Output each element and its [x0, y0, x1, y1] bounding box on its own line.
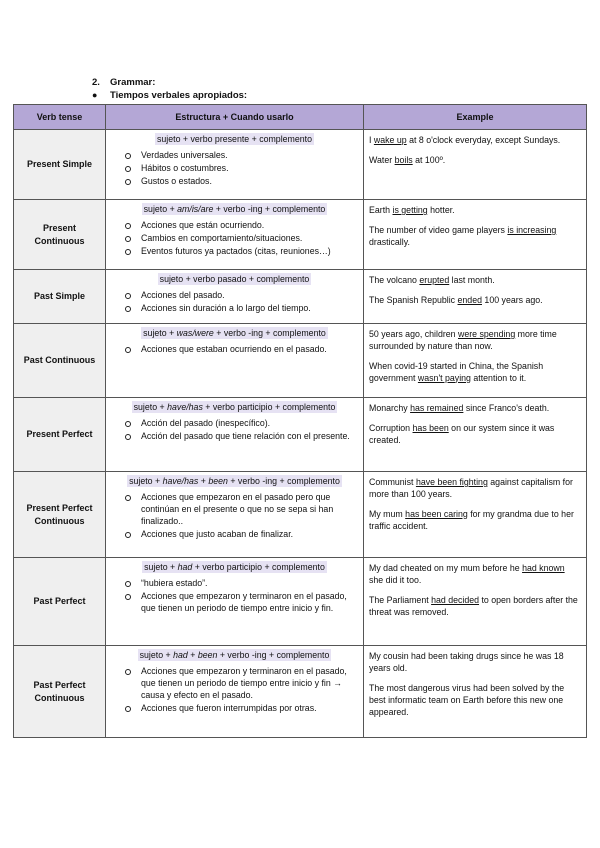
example-cell	[364, 398, 587, 472]
list-item: Eventos futuros ya pactados (citas, reuniones…)	[124, 246, 357, 258]
heading-label: Grammar:	[110, 77, 156, 88]
list-item: Acciones sin duración a lo largo del tiempo.	[124, 303, 357, 315]
structure-cell	[106, 200, 364, 270]
formula-text: sujeto + was/were + verbo -ing + complemento	[143, 328, 326, 338]
example-sentence: The number of video game players is increasing drastically.	[369, 224, 557, 247]
grammar-heading	[92, 77, 155, 88]
example-cell	[364, 646, 587, 738]
example-sentence: My cousin had been taking drugs since he was 18 years old.	[369, 651, 564, 673]
table-row	[14, 130, 587, 200]
example-cell	[364, 324, 587, 398]
verb-tense-cell: Past Perfect Continuous	[14, 646, 106, 738]
formula	[112, 328, 357, 340]
table-row	[14, 646, 587, 738]
column-header-structure: Estructura + Cuando usarlo	[106, 105, 364, 130]
bullet-icon: ●	[92, 90, 98, 100]
list-item: Acción del pasado (inespecífico).	[124, 418, 357, 430]
usage-list	[112, 666, 357, 715]
list-item: Acciones del pasado.	[124, 290, 357, 302]
example-sentence: Monarchy has remained since Franco's death.	[369, 403, 550, 413]
example-sentence: When covid-19 started in China, the Spanish government wasn't paying attention to it.	[369, 360, 544, 383]
formula-text: sujeto + verbo pasado + complemento	[159, 274, 310, 284]
formula	[112, 402, 357, 414]
list-item: Acciones que justo acaban de finalizar.	[124, 529, 357, 541]
list-item: Acciones que empezaron en el pasado pero que continúan en el presente o que no se sepa si han finalizado..	[124, 492, 357, 528]
structure-cell	[106, 324, 364, 398]
example-sentence: 50 years ago, children were spending more time surrounded by nature than now.	[369, 329, 557, 351]
example-sentence: I wake up at 8 o'clock everyday, except Sundays.	[369, 135, 561, 145]
example-sentence: The volcano erupted last month.	[369, 275, 495, 285]
example-sentence: The Parliament had decided to open borders after the threat was removed.	[369, 594, 578, 617]
formula-text: sujeto + verbo presente + complemento	[156, 134, 312, 144]
formula	[112, 134, 357, 146]
example-cell	[364, 270, 587, 324]
example-cell	[364, 558, 587, 646]
usage-list	[112, 344, 357, 356]
formula	[112, 274, 357, 286]
example-sentence: Communist have been fighting against capitalism for more than 100 years.	[369, 477, 573, 499]
column-header-example: Example	[364, 105, 587, 130]
usage-list	[112, 492, 357, 541]
formula	[112, 650, 357, 662]
tenses-heading-label: Tiempos verbales apropiados:	[110, 90, 248, 101]
verb-tenses-table	[13, 104, 587, 738]
list-item: Hábitos o costumbres.	[124, 163, 357, 175]
formula-text: sujeto + am/is/are + verbo -ing + complemento	[143, 204, 326, 214]
structure-cell	[106, 646, 364, 738]
list-item: Acciones que están ocurriendo.	[124, 220, 357, 232]
table-body	[14, 130, 587, 738]
list-item: Acciones que estaban ocurriendo en el pasado.	[124, 344, 357, 356]
usage-list	[112, 150, 357, 188]
list-item: “hubiera estado”.	[124, 578, 357, 590]
example-sentence: Earth is getting hotter.	[369, 205, 455, 215]
tenses-heading	[92, 90, 247, 101]
example-sentence: My dad cheated on my mum before he had known she did it too.	[369, 563, 565, 585]
formula	[112, 476, 357, 488]
example-sentence: My mum has been caring for my grandma due to her traffic accident.	[369, 508, 574, 531]
column-header-verb-tense: Verb tense	[14, 105, 106, 130]
list-item: Acciones que empezaron y terminaron en el pasado, que tienen un periodo de tiempo entre inicio y fin → causa y efecto en el pasado.	[124, 666, 357, 702]
list-item: Cambios en comportamiento/situaciones.	[124, 233, 357, 245]
structure-cell	[106, 130, 364, 200]
structure-cell	[106, 558, 364, 646]
verb-tense-cell: Present Continuous	[14, 200, 106, 270]
structure-cell	[106, 398, 364, 472]
formula-text: sujeto + had + verbo participio + complemento	[144, 562, 325, 572]
table-header-row	[14, 105, 587, 130]
example-cell	[364, 200, 587, 270]
table-row	[14, 324, 587, 398]
example-sentence: The most dangerous virus had been solved by the best informatic team on Earth before this new one appeared.	[369, 682, 565, 717]
verb-tense-cell: Past Simple	[14, 270, 106, 324]
formula-text: sujeto + have/has + been + verbo -ing + complemento	[129, 476, 340, 486]
formula	[112, 562, 357, 574]
usage-list	[112, 578, 357, 615]
usage-list	[112, 418, 357, 443]
usage-list	[112, 220, 357, 258]
formula-text: sujeto + had + been + verbo -ing + complemento	[139, 650, 330, 660]
table-row	[14, 200, 587, 270]
list-item: Acciones que fueron interrumpidas por otras.	[124, 703, 357, 715]
structure-cell	[106, 472, 364, 558]
verb-tense-cell: Present Perfect Continuous	[14, 472, 106, 558]
formula-text: sujeto + have/has + verbo participio + complemento	[133, 402, 336, 412]
heading-number: 2.	[92, 77, 100, 88]
verb-tense-cell: Past Continuous	[14, 324, 106, 398]
example-cell	[364, 472, 587, 558]
verb-tense-cell: Present Perfect	[14, 398, 106, 472]
structure-cell	[106, 270, 364, 324]
verb-tense-cell: Past Perfect	[14, 558, 106, 646]
list-item: Acciones que empezaron y terminaron en el pasado, que tienen un periodo de tiempo entre inicio y fin.	[124, 591, 357, 615]
formula	[112, 204, 357, 216]
list-item: Acción del pasado que tiene relación con el presente.	[124, 431, 357, 443]
table-row	[14, 558, 587, 646]
usage-list	[112, 290, 357, 315]
verb-tense-cell: Present Simple	[14, 130, 106, 200]
example-cell	[364, 130, 587, 200]
table-row	[14, 398, 587, 472]
table-row	[14, 270, 587, 324]
table-row	[14, 472, 587, 558]
example-sentence: The Spanish Republic ended 100 years ago.	[369, 294, 543, 305]
list-item: Gustos o estados.	[124, 176, 357, 188]
list-item: Verdades universales.	[124, 150, 357, 162]
example-sentence: Corruption has been on our system since it was created.	[369, 422, 555, 445]
example-sentence: Water boils at 100º.	[369, 154, 446, 165]
